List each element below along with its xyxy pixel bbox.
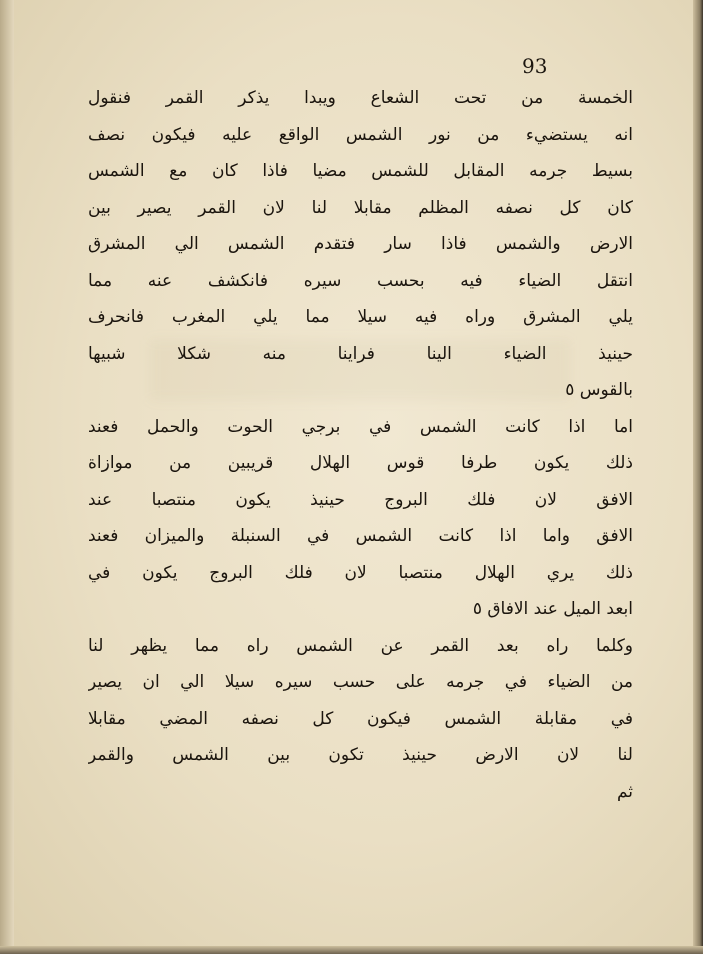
text-line: ثم — [616, 781, 633, 802]
text-line: في مقابلة الشمس فيكون كل نصفه المضي مقابلا — [88, 708, 633, 729]
text-line: ذلك يكون طرفا قوس الهلال قريبين من موازاة — [88, 453, 633, 473]
text-line: كان كل نصفه المظلم مقابلا لنا لان القمر يصير بين — [88, 197, 633, 218]
text-line: يلي المشرق وراه فيه سيلا مما يلي المغرب فانحرف — [88, 307, 633, 327]
text-line: ذلك يري الهلال منتصبا لان فلك البروج يكون في — [88, 562, 633, 583]
page-edge — [693, 0, 703, 954]
text-line: وكلما راه بعد القمر عن الشمس راه مما يظهر لنا — [88, 635, 633, 656]
text-line: الافق واما اذا كانت الشمس في السنبلة والميزان فعند — [88, 526, 633, 546]
text-block — [88, 80, 633, 810]
text-line: اما اذا كانت الشمس في برجي الحوت والحمل فعند — [88, 416, 633, 437]
text-line: الارض والشمس فاذا سار فتقدم الشمس الي المشرق — [88, 234, 633, 254]
page-edge-bottom — [0, 946, 703, 954]
text-line: من الضياء في جرمه على حسب سيره سيلا الي ان يصير — [88, 672, 633, 692]
page-gutter — [0, 0, 14, 954]
text-line: انه يستضيء من نور الشمس الواقع عليه فيكون نصف — [88, 124, 633, 145]
text-line: بسيط جرمه المقابل للشمس مضيا فاذا كان مع الشمس — [88, 161, 633, 181]
text-line: بالقوس ٥ — [565, 380, 633, 400]
text-line: الافق لان فلك البروج حينيذ يكون منتصبا عند — [88, 489, 633, 510]
text-line: انتقل الضياء فيه بحسب سيره فانكشف عنه مما — [88, 270, 633, 291]
page-number: 93 — [522, 54, 548, 78]
text-line: حينيذ الضياء الينا فراينا منه شكلا شبيها — [88, 343, 633, 364]
text-line: ابعد الميل عند الافاق ٥ — [472, 599, 633, 619]
text-line: لنا لان الارض حينيذ تكون بين الشمس والقمر — [88, 745, 633, 765]
text-line: الخمسة من تحت الشعاع ويبدا يذكر القمر فنقول — [88, 88, 633, 108]
